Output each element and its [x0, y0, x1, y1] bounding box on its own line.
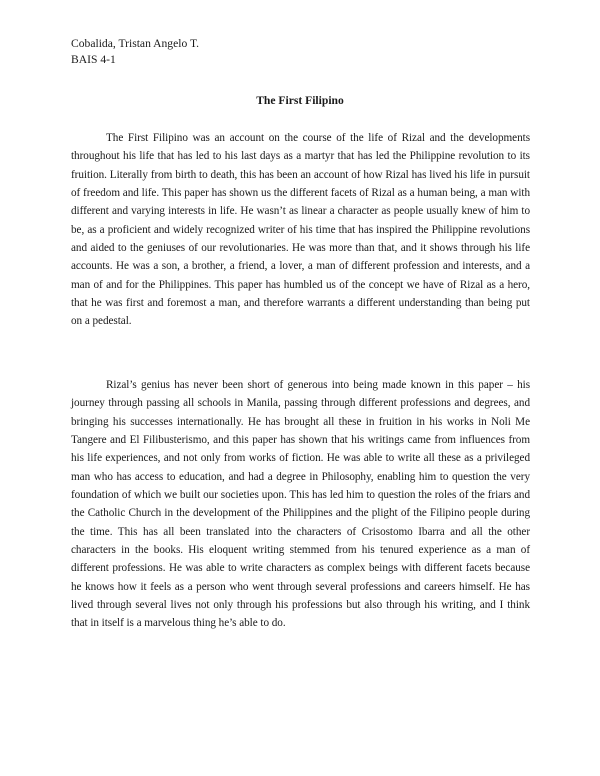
class-section: BAIS 4-1 — [71, 53, 116, 66]
paragraph-2: Rizal’s genius has never been short of generous into being made known in this paper – his journey through passing all schools in Manila, passing through different professions and degrees, and bringing his successes internationally. He has brought all these in fruition in his works in Noli Me Tangere and El Filibusterismo, and this paper has shown that his writings came from influences from his life experiences, and not only from works of fiction. He was able to write all these as a privileged man who has access to education, and had a degree in Philosophy, enabling him to question the very foundation of which we built our societies upon. This has led him to question the roles of the friars and the Catholic Church in the development of the Philippines and the plight of the Filipino people during the time. This has all been translated into the characters of Crisostomo Ibarra and all the other characters in the books. His eloquent writing stemmed from his tenured experience as a man of different professions. He was able to write characters as complex beings with different facets because he knows how it feels as a person who went through several professions and careers himself. He has lived through several lives not only through his professions but also through his writing, and I think that in itself is a marvelous thing he’s able to do. — [71, 379, 530, 630]
paragraph-1: The First Filipino was an account on the course of the life of Rizal and the developments throughout his life that has led to his last days as a martyr that has led the Philippine revolution to its fruition. Literally from birth to death, this has been an account of how Rizal has lived his life in pursuit of freedom and life. This paper has shown us the different facets of Rizal as a human being, a man with different and varying interests in life. He wasn’t as linear a character as people usually knew of him to be, as a proficient and widely recognized writer of his time that has inspired the Philippine revolutions and aided to the geniuses of our revolutionaries. He was more than that, and it shows through his life accounts. He was a son, a brother, a friend, a lover, a man of different profession and interests, and a man of and for the Philippines. This paper has humbled us of the concept we have of Rizal as a hero, that he was first and foremost a man, and therefore warrants a different understanding than being put on a pedestal. — [71, 132, 530, 328]
author-header — [71, 36, 199, 68]
author-name: Cobalida, Tristan Angelo T. — [71, 37, 200, 50]
essay-title: The First Filipino — [256, 94, 344, 107]
